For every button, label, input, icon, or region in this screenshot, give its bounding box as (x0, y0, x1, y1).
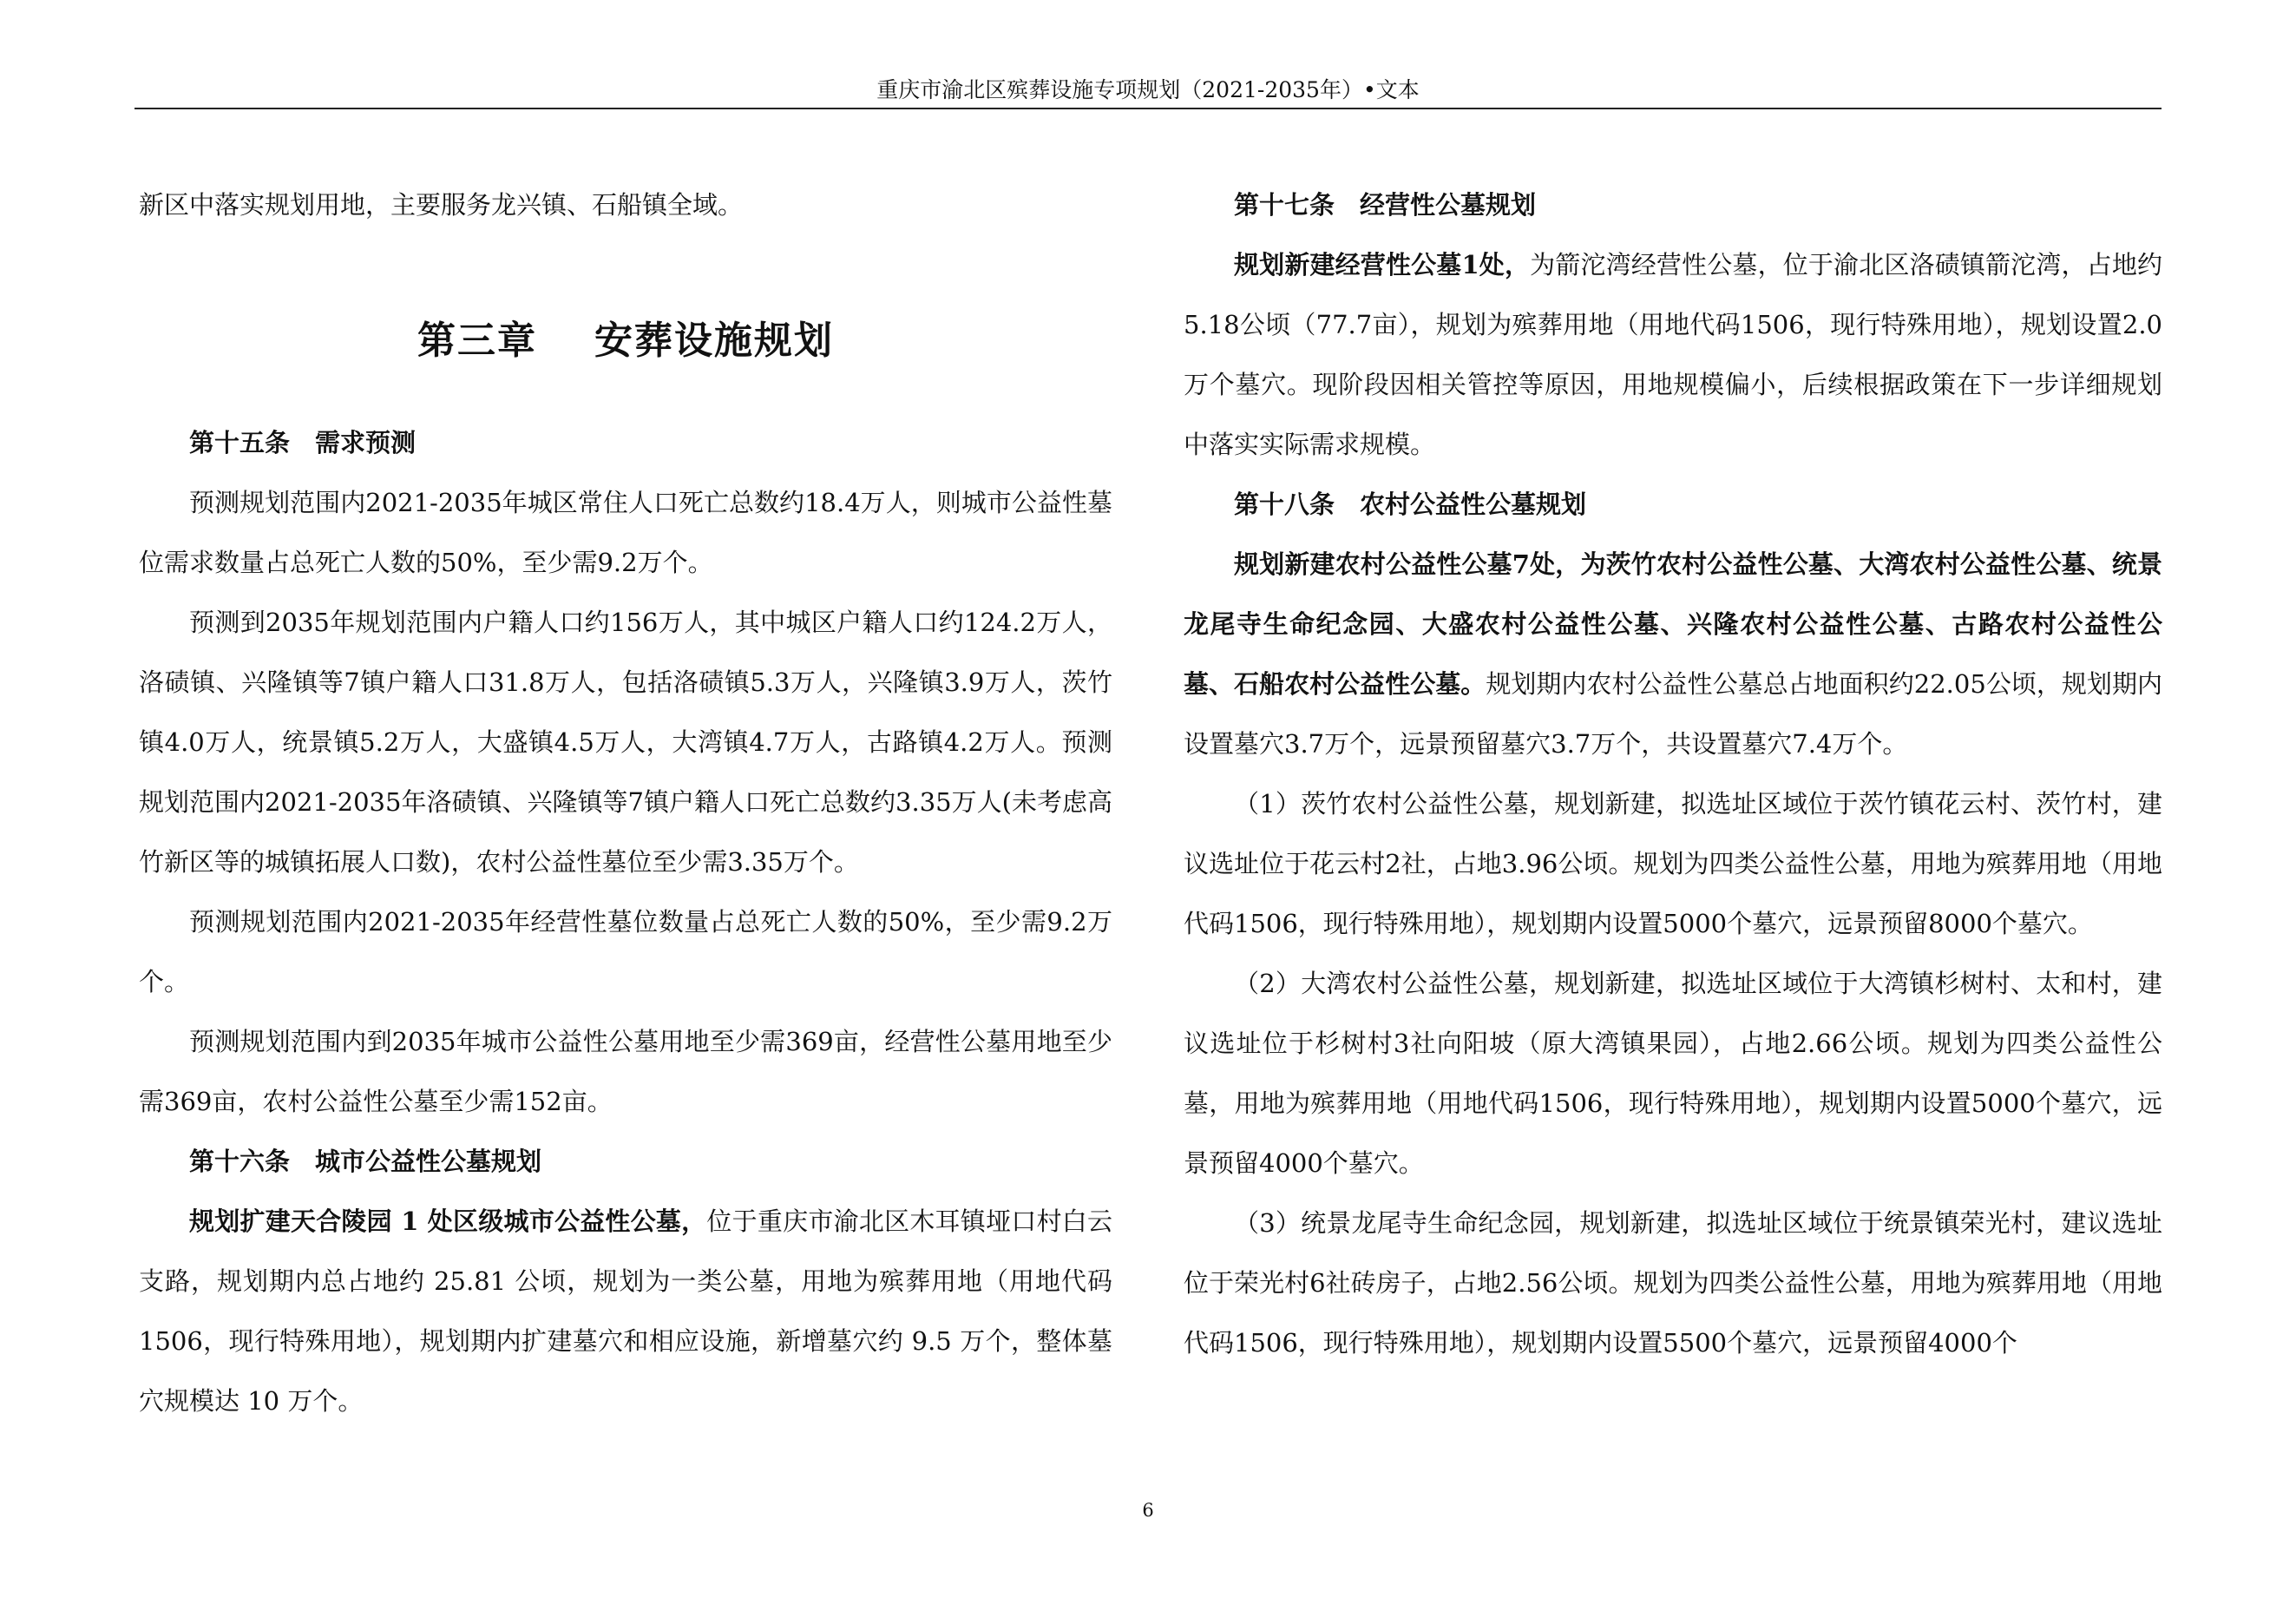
article-16-paragraph (139, 1192, 1112, 1431)
article-16-body: 位于重庆市渝北区木耳镇垭口村白云支路，规划期内总占地约 25.81 公顷，规划为一类公墓，用地为殡葬用地（用地代码 1506，现行特殊用地），规划期内扩建墓穴和相应设施，新增墓穴约 9.5 万个，整体墓穴规模达 10 万个。 (139, 1206, 1112, 1416)
article-18-bold-lead: 规划新建农村公益性公墓7处，为茨竹农村公益性公墓、大湾农村公益性公墓、统景龙尾寺生命纪念园、大盛农村公益性公墓、兴隆农村公益性公墓、古路农村公益性公墓、石船农村公益性公墓。 (1184, 549, 2162, 699)
article-17-heading: 第十七条 经营性公墓规划 (1234, 190, 1537, 220)
article-16-heading: 第十六条 城市公益性公墓规划 (189, 1147, 542, 1176)
article-18-item-3: （3）统景龙尾寺生命纪念园，规划新建，拟选址区域位于统景镇荣光村，建议选址位于荣光村6社砖房子，占地2.56公顷。规划为四类公益性公墓，用地为殡葬用地（用地代码1506，现行特殊用地），规划期内设置5500个墓穴，远景预留4000个 (1184, 1208, 2162, 1358)
header-divider (134, 108, 2162, 109)
article-15-paragraph-2: 预测到2035年规划范围内户籍人口约156万人，其中城区户籍人口约124.2万人，洛碛镇、兴隆镇等7镇户籍人口31.8万人，包括洛碛镇5.3万人，兴隆镇3.9万人，茨竹镇4.0万人，统景镇5.2万人，大盛镇4.5万人，大湾镇4.7万人，古路镇4.2万人。预测规划范围内2021-2035年洛碛镇、兴隆镇等7镇户籍人口死亡总数约3.35万人(未考虑高竹新区等的城镇拓展人口数)，农村公益性墓位至少需3.35万个。 (139, 608, 1112, 877)
article-17-bold-lead: 规划新建经营性公墓1处， (1234, 250, 1531, 279)
article-17-paragraph (1184, 235, 2162, 475)
chapter-number: 第三章 (417, 319, 537, 363)
article-18-body: 规划期内农村公益性公墓总占地面积约22.05公顷，规划期内设置墓穴3.7万个，远景预留墓穴3.7万个，共设置墓穴7.4万个。 (1184, 669, 2162, 759)
article-18-paragraph (1184, 535, 2162, 774)
article-15-paragraph-4: 预测规划范围内到2035年城市公益性公墓用地至少需369亩，经营性公墓用地至少需369亩，农村公益性公墓至少需152亩。 (139, 1027, 1112, 1116)
article-17-body: 为箭沱湾经营性公墓，位于渝北区洛碛镇箭沱湾，占地约5.18公顷（77.7亩），规划为殡葬用地（用地代码1506，现行特殊用地），规划设置2.0万个墓穴。现阶段因相关管控等原因，用地规模偏小，后续根据政策在下一步详细规划中落实实际需求规模。 (1184, 250, 2162, 459)
chapter-title: 安葬设施规划 (594, 319, 834, 363)
article-15-heading: 第十五条 需求预测 (189, 428, 417, 457)
left-column (139, 175, 1112, 1431)
continued-paragraph: 新区中落实规划用地，主要服务龙兴镇、石船镇全域。 (139, 190, 744, 220)
right-column (1184, 175, 2162, 1373)
page-number: 6 (1142, 1500, 1154, 1521)
article-15-paragraph-3: 预测规划范围内2021-2035年经营性墓位数量占总死亡人数的50%，至少需9.2万个。 (139, 907, 1112, 996)
running-header: 重庆市渝北区殡葬设施专项规划（2021-2035年）•文本 (876, 77, 1420, 102)
article-18-item-2: （2）大湾农村公益性公墓，规划新建，拟选址区域位于大湾镇杉树村、太和村，建议选址位于杉树村3社向阳坡（原大湾镇果园），占地2.66公顷。规划为四类公益性公墓，用地为殡葬用地（用地代码1506，现行特殊用地），规划期内设置5000个墓穴，远景预留4000个墓穴。 (1184, 969, 2162, 1178)
article-16-bold-lead: 规划扩建天合陵园 1 处区级城市公益性公墓， (189, 1206, 707, 1236)
article-18-heading: 第十八条 农村公益性公墓规划 (1234, 490, 1587, 519)
article-18-item-1: （1）茨竹农村公益性公墓，规划新建，拟选址区域位于茨竹镇花云村、茨竹村，建议选址位于花云村2社，占地3.96公顷。规划为四类公益性公墓，用地为殡葬用地（用地代码1506，现行特殊用地），规划期内设置5000个墓穴，远景预留8000个墓穴。 (1184, 789, 2162, 938)
chapter-heading (139, 301, 1112, 381)
article-15-paragraph-1: 预测规划范围内2021-2035年城区常住人口死亡总数约18.4万人，则城市公益性墓位需求数量占总死亡人数的50%，至少需9.2万个。 (139, 488, 1112, 577)
